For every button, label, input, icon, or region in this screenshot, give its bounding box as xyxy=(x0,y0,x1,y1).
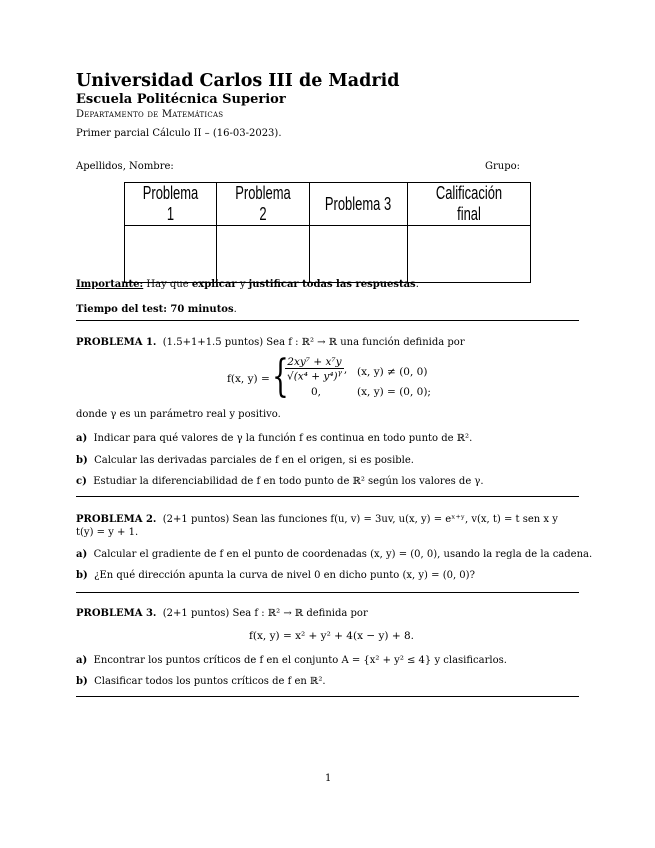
problem-1-case1-condition: (x, y) ≠ (0, 0) xyxy=(357,366,428,378)
problem-1-item-b: b) Calcular las derivadas parciales de f en el origen, si es posible. xyxy=(76,455,414,466)
time-note: Tiempo del test: 70 minutos. xyxy=(76,304,237,315)
grade-cell xyxy=(310,226,408,283)
school-name: Escuela Politécnica Superior xyxy=(76,92,286,107)
divider xyxy=(76,696,579,697)
grade-cell xyxy=(125,226,217,283)
grade-cell xyxy=(217,226,310,283)
problem-3-intro: PROBLEMA 3. (2+1 puntos) Sea f : ℝ² → ℝ definida por xyxy=(76,608,368,619)
grades-table-header-row xyxy=(125,183,531,226)
problem-1-case2-condition: (x, y) = (0, 0); xyxy=(357,386,431,398)
problem-1-where: donde γ es un parámetro real y positivo. xyxy=(76,409,281,420)
grades-header-cell: Problema 2 xyxy=(217,183,310,226)
problem-2-item-b: b) ¿En qué dirección apunta la curva de nivel 0 en dicho punto (x, y) = (0, 0)? xyxy=(76,570,475,581)
grades-table xyxy=(124,182,531,283)
exam-title: Primer parcial Cálculo II – (16-03-2023). xyxy=(76,128,282,139)
problem-2-intro-cont: t(y) = y + 1. xyxy=(76,527,139,538)
name-label: Apellidos, Nombre: xyxy=(76,161,174,172)
fraction: $\frac{\text{2xy⁷ + x⁷y}}{√(x^4 + y^4)^\gamma}$ xyxy=(287,356,342,383)
problem-3-item-b: b) Clasificar todos los puntos críticos de f en ℝ². xyxy=(76,676,326,687)
importante-note: Importante: Hay que explicar y justificar todas las respuestas. xyxy=(76,279,419,290)
grades-header-cell: Problema 1 xyxy=(125,183,217,226)
problem-1-item-a: a) Indicar para qué valores de γ la función f es continua en todo punto de ℝ². xyxy=(76,433,473,444)
left-brace: { xyxy=(272,351,289,402)
problem-1-case2-value: 0, xyxy=(311,386,322,398)
problem-3-item-a: a) Encontrar los puntos críticos de f en el conjunto A = {x² + y² ≤ 4} y clasificarlos. xyxy=(76,655,507,666)
problem-2-intro: PROBLEMA 2. (2+1 puntos) Sean las funciones f(u, v) = 3uv, u(x, y) = eˣ⁺ʸ, v(x, t) = t sen x y xyxy=(76,514,558,525)
divider xyxy=(76,592,579,593)
grades-header-cell: Calificación final xyxy=(408,183,531,226)
divider xyxy=(76,320,579,321)
problem-1-case1: $\frac{\text{2xy⁷ + x⁷y}}{√(x^4 + y^4)^\gamma}$ , xyxy=(287,356,348,383)
page-number: 1 xyxy=(325,773,332,784)
divider xyxy=(76,496,579,497)
grades-table-body-row xyxy=(125,226,531,283)
problem-1-intro: PROBLEMA 1. (1.5+1+1.5 puntos) Sea f : ℝ² → ℝ una función definida por xyxy=(76,337,465,348)
grades-header-cell: Problema 3 xyxy=(310,183,408,226)
problem-1-item-c: c) Estudiar la diferenciabilidad de f en todo punto de ℝ² según los valores de γ. xyxy=(76,476,484,487)
grade-cell xyxy=(408,226,531,283)
university-title: Universidad Carlos III de Madrid xyxy=(76,71,400,91)
problem-1-lhs: f(x, y) = xyxy=(227,373,270,385)
group-label: Grupo: xyxy=(485,161,520,172)
problem-2-item-a: a) Calcular el gradiente de f en el punto de coordenadas (x, y) = (0, 0), usando la regla de la cadena. xyxy=(76,549,593,560)
department-name: Departamento de Matemáticas xyxy=(76,109,224,120)
problem-3-formula: f(x, y) = x² + y² + 4(x − y) + 8. xyxy=(249,630,414,642)
